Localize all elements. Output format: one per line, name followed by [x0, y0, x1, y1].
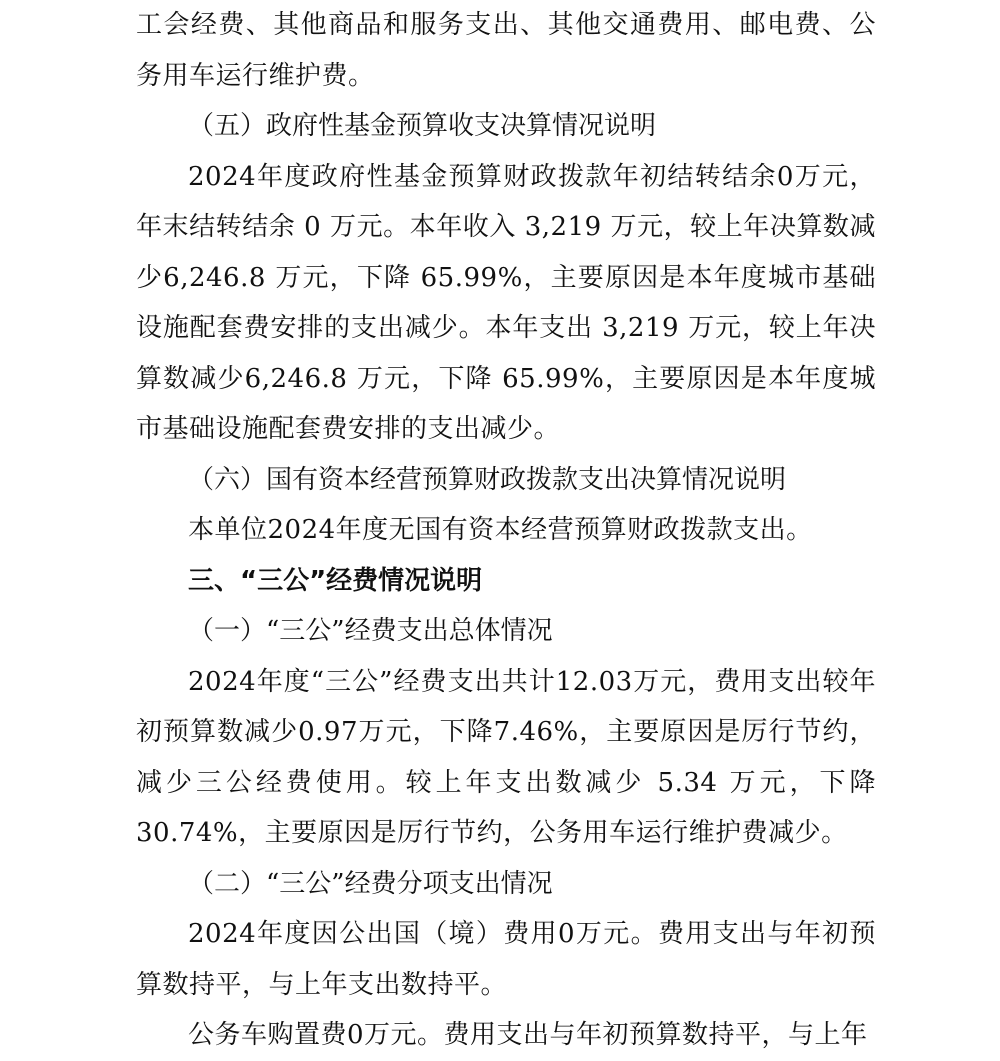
paragraph-vehicle-purchase: 公务车购置费0万元。费用支出与年初预算数持平，与上年 — [188, 1020, 868, 1050]
paragraph-government-fund: 2024年度政府性基金预算财政拨款年初结转结余0万元，年末结转结余 0 万元。本年收入 3,219 万元，较上年决算数减少6,246.8 万元，下降 65.99%，主要原因是本年度城市基础设施配套费安排的支出减少。本年支出 3,219 万元，较上年决算数减少6,246.8 万元，下降 65.99%，主要原因是本年度城市基础设施配套费安排的支出减少。 — [136, 161, 876, 444]
paragraph-three-public-overall: 2024年度“三公”经费支出共计12.03万元，费用支出较年初预算数减少0.97万元，下降7.46%，主要原因是厉行节约，减少三公经费使用。较上年支出数减少 5.34 万元，下降 30.74%，主要原因是厉行节约，公务用车运行维护费减少。 — [136, 666, 876, 848]
subheading-state-capital: （六）国有资本经营预算财政拨款支出决算情况说明 — [188, 464, 787, 495]
subheading-three-public-items: （二）“三公”经费分项支出情况 — [188, 868, 553, 899]
section-heading-three-public: 三、“三公”经费情况说明 — [188, 565, 483, 596]
document-body — [136, 0, 876, 1061]
paragraph-overseas-travel: 2024年度因公出国（境）费用0万元。费用支出与年初预算数持平，与上年支出数持平。 — [136, 919, 876, 1000]
subheading-three-public-overall: （一）“三公”经费支出总体情况 — [188, 616, 553, 646]
subheading-government-fund: （五）政府性基金预算收支决算情况说明 — [188, 111, 657, 141]
paragraph-continuation: 工会经费、其他商品和服务支出、其他交通费用、邮电费、公务用车运行维护费。 — [136, 10, 876, 91]
paragraph-state-capital: 本单位2024年度无国有资本经营预算财政拨款支出。 — [188, 515, 813, 545]
